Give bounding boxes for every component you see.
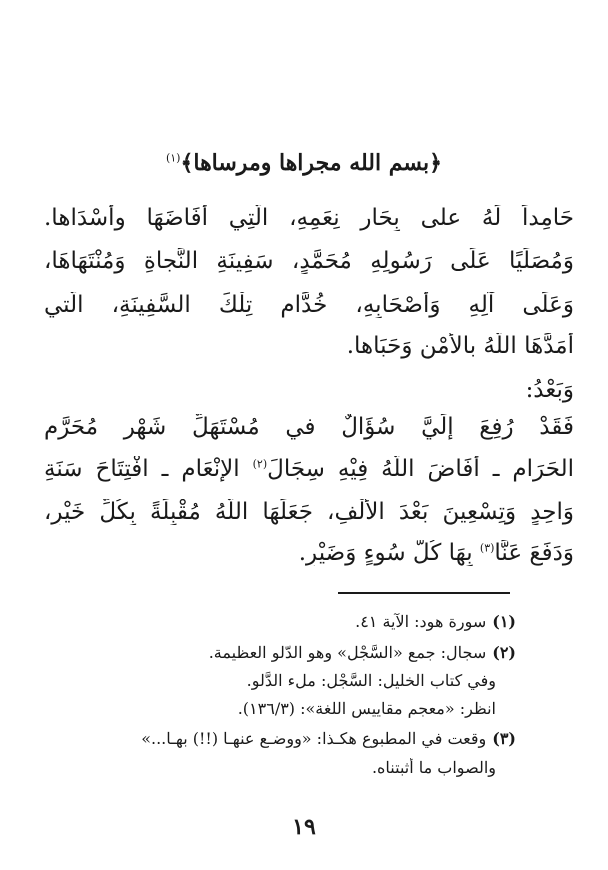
footnote-number: (١) — [492, 612, 516, 631]
footnote-ref-2: (٢) — [252, 457, 268, 471]
body-line-6-end: الإِنْعَامِ ـ افْتِتَاحَ سَنَةِ — [44, 456, 253, 482]
body-line-8-start: وَدَفَعَ عَنَّا — [494, 540, 574, 566]
body-line-5: فَقَدْ رُفِعَ إلَيَّ سُؤَالٌ في مُسْتَهَلِّ شَهْرِ مُحَرَّمِ — [44, 414, 574, 440]
footnote-2-cont-1: وفي كتاب الخليل: السَّجْل: ملء الدَّلو. — [246, 671, 496, 690]
footnote-text: وقعت في المطبوع هكـذا: «ووضـع عنهـا (!!) بهـا...» — [141, 729, 487, 748]
body-line-6-start: الحَرَامِ ـ أَفَاضَ اللَّهُ فِيْهِ سِجَالَ — [267, 456, 574, 482]
footnote-text: سورة هود: الآية ٤١. — [355, 612, 487, 631]
footnote-1 — [40, 612, 516, 631]
body-line-8-end: بِهَا كُلَّ سُوءٍ وَضَيْرٍ. — [298, 540, 480, 566]
footnote-number: (٢) — [492, 643, 516, 662]
body-line-4: أَمَدَّهَا اللَّهُ بالأَمْنِ وَحَبَاها. — [346, 333, 574, 359]
footnote-text: سجال: جمع «السَّجْل» وهو الدّلو العظيمة. — [208, 643, 487, 662]
footnote-3-cont: والصواب ما أثبتناه. — [371, 758, 496, 777]
footnote-2 — [40, 643, 516, 662]
heading-footnote-ref: (١) — [165, 151, 181, 165]
footnote-separator — [338, 592, 510, 594]
footnote-3 — [40, 729, 516, 748]
footnote-number: (٣) — [492, 729, 516, 748]
body-line-2: وَمُصَلِّيًا عَلَى رَسُولِهِ مُحَمَّدٍ، سَفِينَةِ النَّجاةِ وَمُنْتَهَاهَا، — [44, 248, 574, 274]
footnote-ref-3: (٣) — [479, 541, 495, 555]
basmala-heading — [0, 150, 608, 176]
heading-text: ﴿بسم الله مجراها ومرساها﴾ — [180, 150, 443, 176]
page-number: ١٩ — [292, 814, 316, 840]
body-line-6 — [44, 456, 574, 482]
body-section-heading: وَبَعْدُ: — [525, 377, 574, 403]
body-line-1: حَامِداً لَهُ على بِحَارِ نِعَمِهِ، الَّتِي أَفَاضَهَا وأَسْدَاها. — [44, 205, 574, 231]
body-line-3: وَعَلَى آلِهِ وَأَصْحَابِهِ، خُدَّامِ تِلْكَ السَّفِينَةِ، الَّتي — [44, 292, 574, 318]
body-line-8 — [44, 540, 574, 566]
footnote-2-cont-2: انظر: «معجم مقاييس اللغة»: (١٣٦/٣). — [237, 699, 496, 718]
body-line-7: وَاحِدٍ وَتِسْعِينَ بَعْدَ الأَلْفِ، جَعَلَهَا اللَّهُ مُقْبِلَةً بِكُلِّ خَيْرٍ، — [44, 499, 574, 525]
